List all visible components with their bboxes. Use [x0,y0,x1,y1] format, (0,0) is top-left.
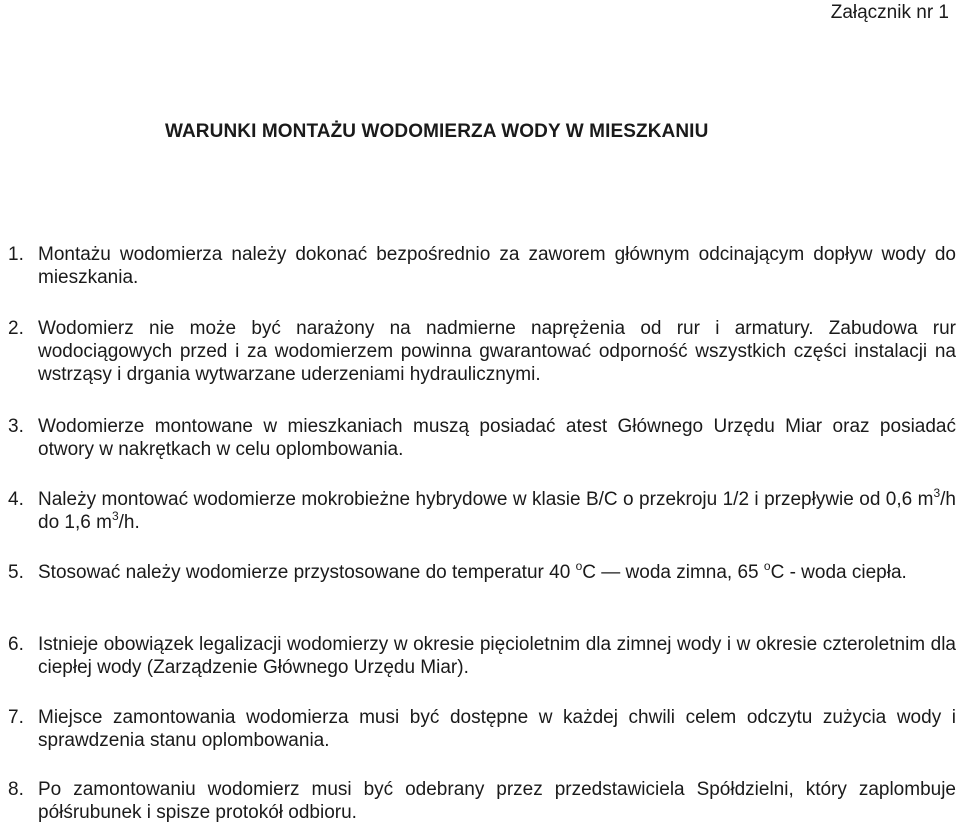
item-text-part: C — woda zimna, 65 [582,562,764,583]
list-item [8,485,956,534]
item-text [38,558,956,584]
list-item [8,778,956,824]
item-number: 7. [8,707,24,728]
item-text: Wodomierz nie może być narażony na nadmierne naprężenia od rur i armatury. Zabudowa rur wodociągowych przed i za wodomierzem powinna gwarantować odporność wszystkich części instalacji na wstrząsy i drgania wytwarzane uderzeniami hydraulicznymi. [38,318,956,385]
list-item [8,633,956,679]
superscript: o [575,558,583,573]
item-number: 3. [8,416,24,437]
annex-label: Załącznik nr 1 [830,2,949,23]
superscript: o [763,558,771,573]
item-text-part: Stosować należy wodomierze przystosowane do temperatur 40 [38,562,576,583]
superscript: 3 [111,508,119,523]
item-text-part: /h do 1,6 m [38,489,956,533]
item-text: Wodomierze montowane w mieszkaniach muszą posiadać atest Głównego Urzędu Miar oraz posiadać otwory w nakrętkach w celu oplombowania. [38,416,956,460]
item-text: Istnieje obowiązek legalizacji wodomierzy w okresie pięcioletnim dla zimnej wody i w okresie czteroletnim dla ciepłej wody (Zarządzenie Głównego Urzędu Miar). [38,634,956,678]
item-text-part: /h. [118,512,140,533]
item-text: Po zamontowaniu wodomierz musi być odebrany przez przedstawiciela Spółdzielni, który zaplombuje półśrubunek i spisze protokół odbioru. [38,779,956,823]
item-number: 5. [8,562,24,583]
item-number: 6. [8,634,24,655]
item-text-part: C - woda ciepła. [770,562,907,583]
list-item [8,317,956,386]
item-number: 1. [8,244,24,265]
item-text: Montażu wodomierza należy dokonać bezpośrednio za zaworem głównym odcinającym dopływ wody do mieszkania. [38,244,956,288]
list-item [8,415,956,461]
item-number: 4. [8,489,24,510]
list-item [8,558,956,584]
item-text-part: Należy montować wodomierze mokrobieżne hybrydowe w klasie B/C o przekroju 1/2 i przepływie od 0,6 m [38,489,934,510]
item-text [38,485,956,534]
superscript: 3 [933,485,941,500]
item-number: 8. [8,779,24,800]
list-item [8,706,956,752]
item-number: 2. [8,318,24,339]
item-text: Miejsce zamontowania wodomierza musi być dostępne w każdej chwili celem odczytu zużycia wody i sprawdzenia stanu oplombowania. [38,707,956,751]
document-title: WARUNKI MONTAŻU WODOMIERZA WODY W MIESZKANIU [165,121,709,142]
list-item [8,243,956,289]
